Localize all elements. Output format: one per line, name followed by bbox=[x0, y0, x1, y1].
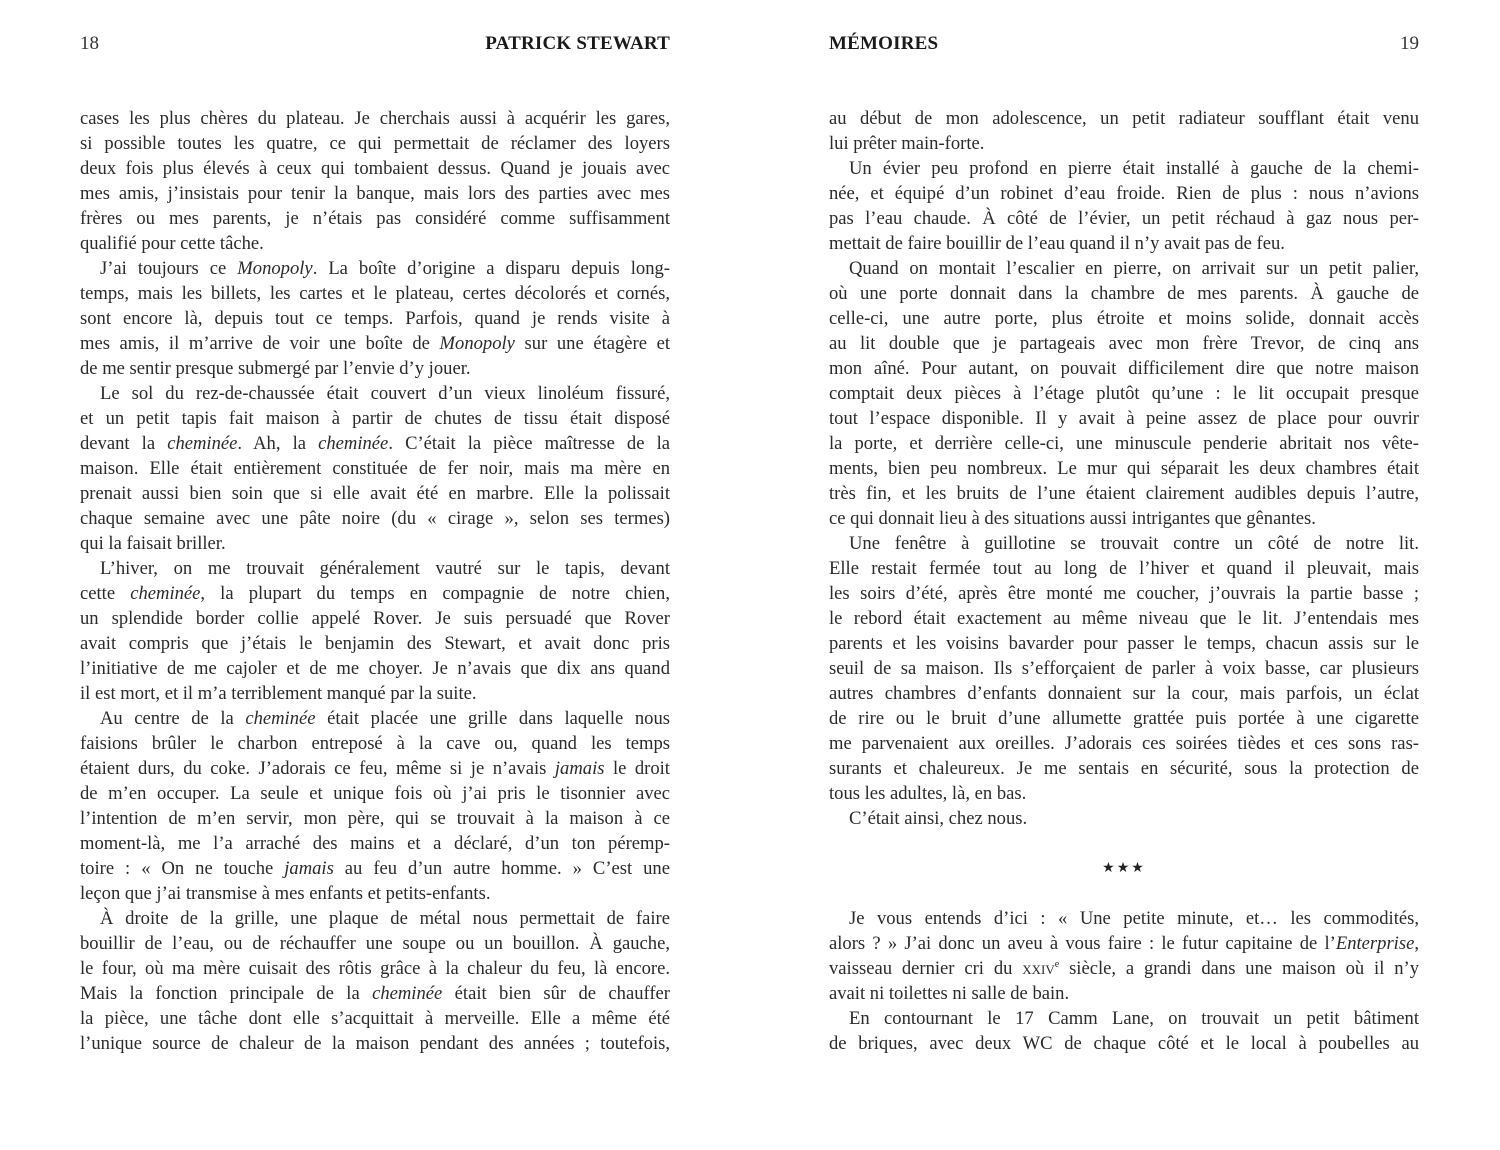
text-line: seuil de sa maison. Ils s’efforçaient de parler à voix basse, car plusieurs bbox=[829, 658, 1419, 679]
text-line: À droite de la grille, une plaque de métal nous permettait de faire bbox=[100, 908, 670, 929]
text-line: bouillir de l’eau, ou de réchauffer une soupe ou un bouillon. À gauche, bbox=[80, 933, 670, 954]
text-line: où une porte donnait dans la chambre de mes parents. À gauche de bbox=[829, 283, 1419, 304]
text-line: temps, mais les billets, les cartes et le plateau, certes décolorés et cornés, bbox=[80, 283, 670, 304]
text-line: cases les plus chères du plateau. Je cherchais aussi à acquérir les gares, bbox=[80, 108, 670, 129]
text-line: Un évier peu profond en pierre était installé à gauche de la chemi- bbox=[849, 158, 1419, 179]
text-line: moment-là, me l’a arraché des mains et a déclaré, d’un ton péremp- bbox=[80, 833, 670, 854]
text-line: Le sol du rez-de-chaussée était couvert d’un vieux linoléum fissuré, bbox=[100, 383, 670, 404]
text-line: de rire ou le bruit d’une allumette grattée puis portée à une cigarette bbox=[829, 708, 1419, 729]
body-text bbox=[80, 106, 670, 1056]
text-line: mon aîné. Pour autant, on pouvait difficilement dire que notre maison bbox=[829, 358, 1419, 379]
text-line: ce qui donnait lieu à des situations aussi intrigantes que gênantes. bbox=[829, 508, 1316, 529]
text-line: la pièce, une tâche dont elle s’acquittait à merveille. Elle a même été bbox=[80, 1008, 670, 1029]
text-line: toire : « On ne touche jamais au feu d’un autre homme. » C’est une bbox=[80, 858, 670, 879]
text-line: autres chambres d’enfants donnaient sur la cour, mais parfois, un éclat bbox=[829, 683, 1419, 704]
text-line: alors ? » J’ai donc un aveu à vous faire : le futur capitaine de l’Enterprise, bbox=[829, 933, 1419, 954]
text-line: mes amis, j’insistais pour tenir la banque, mais lors des parties avec mes bbox=[80, 183, 670, 204]
text-line: devant la cheminée. Ah, la cheminée. C’était la pièce maîtresse de la bbox=[80, 433, 670, 454]
text-line: au début de mon adolescence, un petit radiateur soufflant était venu bbox=[829, 108, 1419, 129]
text-line: Mais la fonction principale de la cheminée était bien sûr de chauffer bbox=[80, 983, 670, 1004]
text-line: surants et chaleureux. Je me sentais en sécurité, sous la protection de bbox=[829, 758, 1419, 779]
text-line: si possible toutes les quatre, ce qui permettait de réclamer des loyers bbox=[80, 133, 670, 154]
text-line: très fin, et les bruits de l’une étaient clairement audibles depuis l’autre, bbox=[829, 483, 1419, 504]
page-number: 18 bbox=[80, 33, 99, 54]
text-line: lui prêter main-forte. bbox=[829, 133, 985, 154]
text-line: faisions brûler le charbon entreposé à la cave ou, quand les temps bbox=[80, 733, 670, 754]
author-running-head: PATRICK STEWART bbox=[485, 33, 670, 54]
text-line: il est mort, et il m’a terriblement manqué par la suite. bbox=[80, 683, 477, 704]
body-text bbox=[829, 106, 1419, 1056]
text-line: Au centre de la cheminée était placée une grille dans laquelle nous bbox=[100, 708, 670, 729]
text-line: Quand on montait l’escalier en pierre, on arrivait sur un petit palier, bbox=[849, 258, 1419, 279]
spacer bbox=[829, 881, 1419, 906]
running-head bbox=[829, 30, 1419, 58]
page-number: 19 bbox=[1400, 33, 1419, 54]
text-line: de briques, avec deux WC de chaque côté et le local à poubelles au bbox=[829, 1033, 1419, 1054]
text-line: Je vous entends d’ici : « Une petite minute, et… les commodités, bbox=[849, 908, 1419, 929]
text-line: sont encore là, depuis tout ce temps. Parfois, quand je rends visite à bbox=[80, 308, 670, 329]
text-line: ments, bien peu nombreux. Le mur qui séparait les deux chambres était bbox=[829, 458, 1419, 479]
text-line: de me sentir presque submergé par l’envie d’y jouer. bbox=[80, 358, 471, 379]
text-line: Elle restait fermée tout au long de l’hiver et quand il pleuvait, mais bbox=[829, 558, 1419, 579]
text-line: avait ni toilettes ni salle de bain. bbox=[829, 983, 1070, 1004]
text-line: née, et équipé d’un robinet d’eau froide. Rien de plus : nous n’avions bbox=[829, 183, 1419, 204]
text-line: un splendide border collie appelé Rover. Je suis persuadé que Rover bbox=[80, 608, 670, 629]
text-line: frères ou mes parents, je n’étais pas considéré comme suffisamment bbox=[80, 208, 670, 229]
text-line: cette cheminée, la plupart du temps en compagnie de notre chien, bbox=[80, 583, 670, 604]
text-line: l’intention de m’en servir, mon père, qui se trouvait à la maison à ce bbox=[80, 808, 670, 829]
text-line: mettait de faire bouillir de l’eau quand il n’y avait pas de feu. bbox=[829, 233, 1285, 254]
text-line: me parvenaient aux oreilles. J’adorais ces soirées tièdes et ces sons ras- bbox=[829, 733, 1419, 754]
text-line: maison. Elle était entièrement constituée de fer noir, mais ma mère en bbox=[80, 458, 670, 479]
text-line: mes amis, il m’arrive de voir une boîte de Monopoly sur une étagère et bbox=[80, 333, 671, 354]
text-line: En contournant le 17 Camm Lane, on trouvait un petit bâtiment bbox=[849, 1008, 1419, 1029]
text-line: étaient durs, du coke. J’adorais ce feu, même si je n’avais jamais le droit bbox=[80, 758, 670, 779]
text-line: les soirs d’été, après être monté me coucher, j’ouvrais la partie basse ; bbox=[829, 583, 1419, 604]
text-line: comptait deux pièces à l’étage plutôt qu’une : le lit occupait presque bbox=[829, 383, 1419, 404]
text-line: et un petit tapis fait maison à partir de chutes de tissu était disposé bbox=[80, 408, 670, 429]
text-line: le rebord était exactement au même niveau que le lit. J’entendais mes bbox=[829, 608, 1419, 629]
text-line: la porte, et derrière celle-ci, une minuscule penderie abritait nos vête- bbox=[829, 433, 1419, 454]
text-line: au lit double que je partageais avec mon frère Trevor, de cinq ans bbox=[829, 333, 1419, 354]
section-break-stars: ★★★ bbox=[1102, 861, 1146, 876]
text-line: l’initiative de me cajoler et de me choyer. Je n’avais que dix ans quand bbox=[80, 658, 670, 679]
text-line: le four, où ma mère cuisait des rôtis grâce à la chaleur du feu, là encore. bbox=[80, 958, 670, 979]
text-line: avait compris que j’étais le benjamin des Stewart, et avait donc pris bbox=[80, 633, 670, 654]
text-line: pas l’eau chaude. À côté de l’évier, un petit réchaud à gaz nous per- bbox=[829, 208, 1419, 229]
right-page bbox=[829, 0, 1419, 1150]
text-line: vaisseau dernier cri du xxiv$^e$ siècle, a grandi dans une maison où il n’y bbox=[829, 958, 1419, 979]
text-line: tout l’espace disponible. Il y avait à peine assez de place pour ouvrir bbox=[829, 408, 1419, 429]
text-line: deux fois plus élevés à ceux qui tombaient dessus. Quand je jouais avec bbox=[80, 158, 670, 179]
text-line: L’hiver, on me trouvait généralement vautré sur le tapis, devant bbox=[100, 558, 670, 579]
text-line: qualifié pour cette tâche. bbox=[80, 233, 264, 254]
text-line: Une fenêtre à guillotine se trouvait contre un côté de notre lit. bbox=[849, 533, 1419, 554]
text-line: l’unique source de chaleur de la maison pendant des années ; toutefois, bbox=[80, 1033, 670, 1054]
spacer bbox=[829, 831, 1419, 856]
text-line: chaque semaine avec une pâte noire (du « cirage », selon ses termes) bbox=[80, 508, 670, 529]
text-line: de m’en occuper. La seule et unique fois où j’ai pris le tisonnier avec bbox=[80, 783, 670, 804]
left-page bbox=[80, 0, 670, 1150]
text-line: celle-ci, une autre porte, plus étroite et moins solide, donnait accès bbox=[829, 308, 1419, 329]
text-line: J’ai toujours ce Monopoly. La boîte d’origine a disparu depuis long- bbox=[100, 258, 670, 279]
text-line: parents et les voisins bavarder pour passer le temps, chacun assis sur le bbox=[829, 633, 1419, 654]
book-title-running-head: MÉMOIRES bbox=[829, 33, 939, 54]
text-line: leçon que j’ai transmise à mes enfants et petits-enfants. bbox=[80, 883, 491, 904]
running-head bbox=[80, 30, 670, 58]
text-line: C’était ainsi, chez nous. bbox=[849, 808, 1028, 829]
text-line: tous les adultes, là, en bas. bbox=[829, 783, 1027, 804]
text-line: qui la faisait briller. bbox=[80, 533, 226, 554]
text-line: prenait aussi bien soin que si elle avait été en marbre. Elle la polissait bbox=[80, 483, 670, 504]
